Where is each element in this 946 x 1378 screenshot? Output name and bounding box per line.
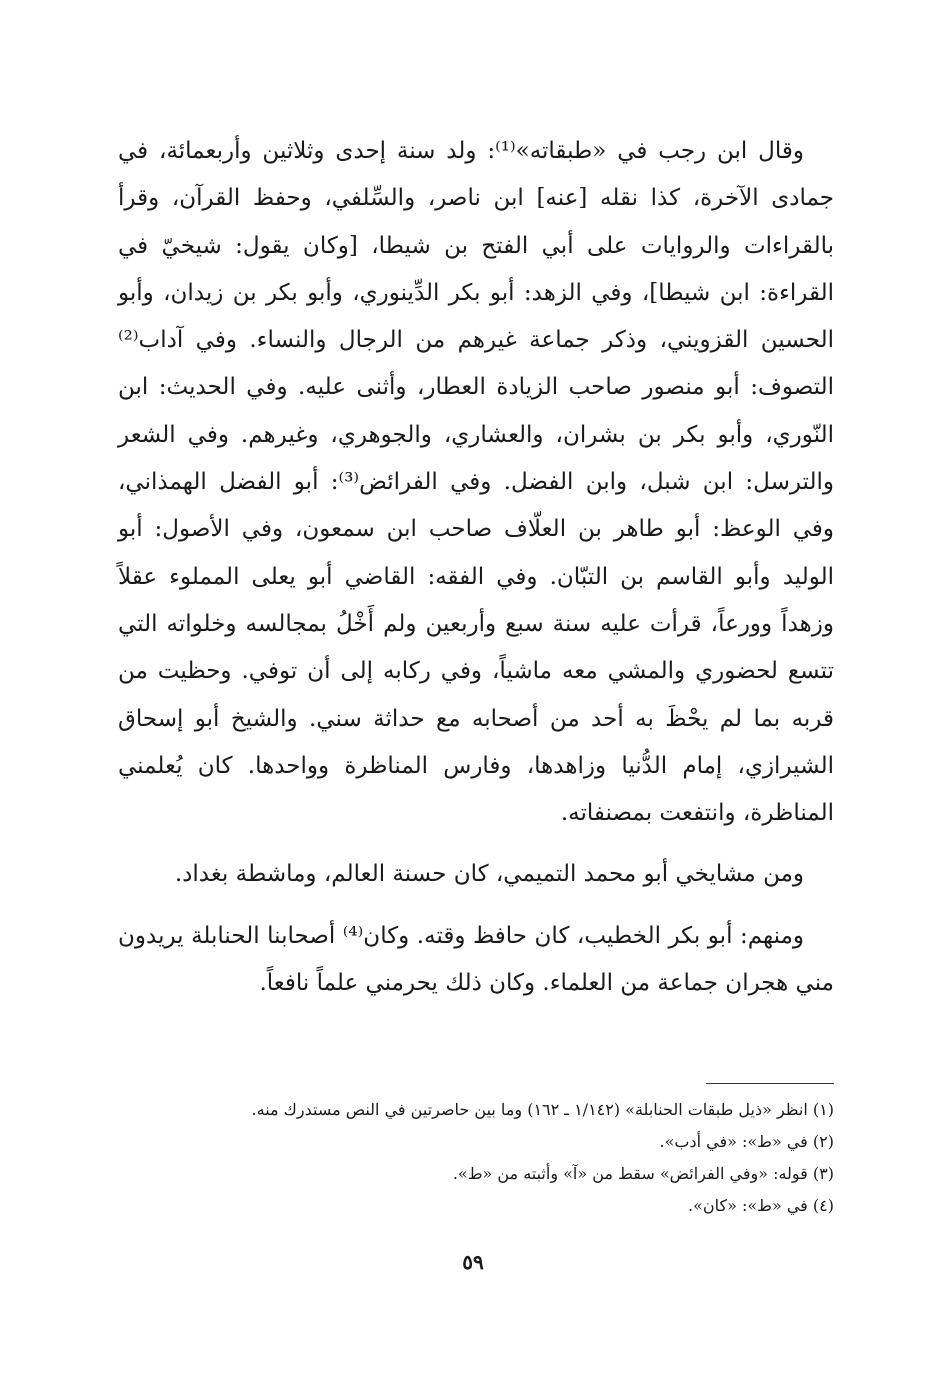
footnote-1: (١) انظر «ذيل طبقات الحنابلة» (١/١٤٢ ـ ١٦٢) وما بين حاصرتين في النص مستدرك منه. (251, 1100, 834, 1119)
paragraph-tamimi: ومن مشايخي أبو محمد التميمي، كان حسنة العالم، وماشطة بغداد. (174, 861, 804, 888)
footnote-4: (٤) في «ط»: «كان». (688, 1196, 834, 1215)
footnote-3: (٣) قوله: «وفي الفرائض» سقط من «آ» وأثبته من «ط». (452, 1164, 834, 1183)
footnote-2: (٢) في «ط»: «في أدب». (659, 1132, 834, 1151)
main-text (118, 128, 834, 1007)
paragraph-ibn-rajab: وقال ابن رجب في «طبقاته»⁽¹⁾: ولد سنة إحدى وثلاثين وأربعمائة، في جمادى الآخرة، كذا نقله [عنه] ابن ناصر، والسِّلفي، وحفظ القرآن، وقرأ بالقراءات والروايات على أبي الفتح بن شيطا، [وكان يقول: شيخيّ في القراءة: ابن شيطا]، وفي الزهد: أبو بكر الدِّينوري، وأبو بكر بن زيدان، وأبو الحسين القزويني، وذكر جماعة غيرهم من الرجال والنساء. وفي آداب⁽²⁾ التصوف: أبو منصور صاحب الزيادة العطار، وأثنى عليه. وفي الحديث: ابن النّوري، وأبو بكر بن بشران، والعشاري، والجوهري، وغيرهم. وفي الشعر والترسل: ابن شبل، وابن الفضل. وفي الفرائض⁽³⁾: أبو الفضل الهمذاني، وفي الوعظ: أبو طاهر بن العلّاف صاحب ابن سمعون، وفي الأصول: أبو الوليد وأبو القاسم بن التبّان. وفي الفقه: القاضي أبو يعلى المملوء عقلاً وزهداً وورعاً، قرأت عليه سنة سبع وأربعين ولم أَخْلُ بمجالسه وخلواته التي تتسع لحضوري والمشي معه ماشياً، وفي ركابه إلى أن توفي. وحظيت من قربه بما لم يحْظَ به أحد من أصحابه مع حداثة سني. والشيخ أبو إسحاق الشيرازي، إمام الدُّنيا وزاهدها، وفارس المناظرة وواحدها. كان يُعلمني المناظرة، وانتفعت بمصنفاته. (118, 138, 834, 827)
footnotes (118, 1094, 834, 1222)
page-number: ٥٩ (462, 1250, 484, 1274)
footnote-divider (706, 1083, 834, 1084)
paragraph-khatib: ومنهم: أبو بكر الخطيب، كان حافظ وقته. وكان⁽⁴⁾ أصحابنا الحنابلة يريدون مني هجران جماعة من العلماء. وكان ذلك يحرمني علماً نافعاً. (118, 922, 834, 997)
